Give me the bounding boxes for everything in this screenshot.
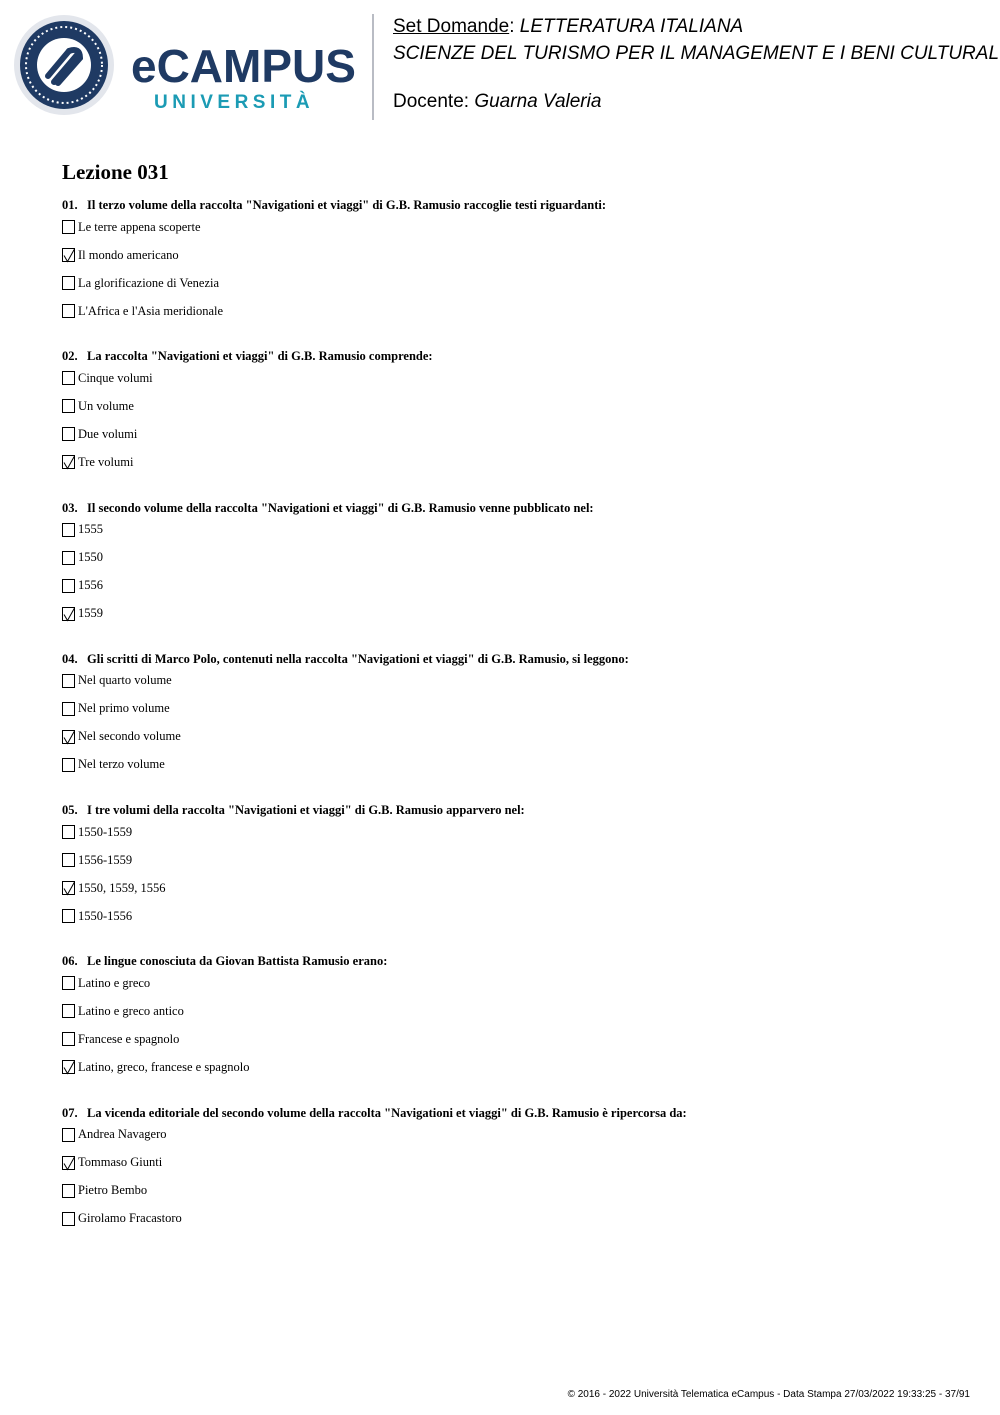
- answer-option-label: Latino, greco, francese e spagnolo: [78, 1059, 250, 1074]
- set-title-line: Set Domande: LETTERATURA ITALIANA: [393, 16, 744, 37]
- question-03: [62, 500, 962, 651]
- answer-option[interactable]: [62, 297, 962, 325]
- checkbox[interactable]: [62, 909, 75, 923]
- question-05: [62, 802, 962, 953]
- answer-option[interactable]: [62, 448, 962, 476]
- answer-option-label: 1550-1556: [78, 908, 133, 923]
- docente-label: Docente:: [393, 91, 470, 112]
- answer-option[interactable]: [62, 1053, 962, 1081]
- logo-seal-inner: [37, 38, 91, 92]
- checkbox-checked[interactable]: [62, 881, 75, 895]
- answer-option-label: Le terre appena scoperte: [78, 219, 201, 234]
- ecampus-logo: [14, 14, 359, 116]
- question-prompt: I tre volumi della raccolta "Navigationi et viaggi" di G.B. Ramusio apparvero nel:: [87, 803, 525, 818]
- checkbox[interactable]: [62, 758, 75, 772]
- answer-option[interactable]: [62, 969, 962, 997]
- answer-option-label: Nel primo volume: [78, 701, 170, 716]
- question-06: [62, 953, 962, 1104]
- question-07: [62, 1105, 962, 1256]
- checkbox[interactable]: [62, 427, 75, 441]
- question-prompt: La vicenda editoriale del secondo volume della raccolta "Navigationi et viaggi" di G.B. Ramusio è ripercorsa da:: [87, 1105, 687, 1120]
- answer-option[interactable]: [62, 902, 962, 930]
- answer-option[interactable]: [62, 600, 962, 628]
- question-02: [62, 348, 962, 499]
- answer-option-label: La glorificazione di Venezia: [78, 275, 220, 290]
- checkbox[interactable]: [62, 976, 75, 990]
- answer-option[interactable]: [62, 392, 962, 420]
- checkbox[interactable]: [62, 579, 75, 593]
- checkbox[interactable]: [62, 551, 75, 565]
- answer-option[interactable]: [62, 213, 962, 241]
- answer-option-label: Nel quarto volume: [78, 673, 172, 688]
- checkbox[interactable]: [62, 220, 75, 234]
- checkbox[interactable]: [62, 523, 75, 537]
- logo-subtitle-text: UNIVERSITÀ: [154, 92, 315, 113]
- answer-option-label: Cinque volumi: [78, 370, 153, 385]
- question-number: 04.: [62, 651, 78, 666]
- checkbox[interactable]: [62, 1212, 75, 1226]
- check-mark-icon: [62, 1060, 76, 1075]
- answer-option-label: Nel secondo volume: [78, 729, 181, 744]
- question-number: 05.: [62, 803, 78, 818]
- answer-option[interactable]: [62, 544, 962, 572]
- answer-option-label: 1556-1559: [78, 852, 133, 867]
- checkbox[interactable]: [62, 674, 75, 688]
- answer-option-label: L'Africa e l'Asia meridionale: [78, 303, 224, 318]
- footer-text: © 2016 - 2022 Università Telematica eCampus - Data Stampa 27/03/2022 19:33:25 - 37/91: [567, 1389, 970, 1400]
- answer-option-label: Tommaso Giunti: [78, 1155, 163, 1170]
- answer-option[interactable]: [62, 1149, 962, 1177]
- docente-line: [393, 92, 601, 111]
- checkbox-checked[interactable]: [62, 248, 75, 262]
- header-divider: [372, 14, 374, 120]
- check-mark-icon: [62, 455, 76, 470]
- answer-option-label: 1550: [78, 550, 103, 565]
- question-prompt: La raccolta "Navigationi et viaggi" di G.B. Ramusio comprende:: [87, 349, 433, 364]
- answer-option-label: 1556: [78, 578, 103, 593]
- answer-option-label: Latino e greco antico: [78, 1003, 184, 1018]
- answer-option[interactable]: [62, 723, 962, 751]
- answer-option[interactable]: [62, 751, 962, 779]
- check-mark-icon: [62, 248, 76, 263]
- answer-option[interactable]: [62, 516, 962, 544]
- question-04: [62, 651, 962, 802]
- answer-option-label: Girolamo Fracastoro: [78, 1211, 182, 1226]
- question-prompt: Il terzo volume della raccolta "Navigationi et viaggi" di G.B. Ramusio raccoglie testi riguardanti:: [87, 198, 607, 212]
- question-prompt: Le lingue conosciuta da Giovan Battista Ramusio erano:: [87, 954, 388, 969]
- checkbox[interactable]: [62, 1184, 75, 1198]
- answer-option-label: 1550-1559: [78, 824, 133, 839]
- check-mark-icon: [62, 1156, 76, 1171]
- answer-option-label: Andrea Navagero: [78, 1127, 167, 1142]
- checkbox-checked[interactable]: [62, 1156, 75, 1170]
- set-label: Set Domande: [393, 16, 510, 37]
- answer-option[interactable]: [62, 997, 962, 1025]
- logo-brand-text: eCAMPUS: [131, 40, 356, 92]
- course-name: SCIENZE DEL TURISMO PER IL MANAGEMENT E I BENI CULTURAL: [393, 43, 1000, 64]
- answer-option[interactable]: [62, 874, 962, 902]
- answer-option-label: Pietro Bembo: [78, 1183, 148, 1198]
- check-mark-icon: [62, 881, 76, 896]
- checkbox[interactable]: [62, 853, 75, 867]
- set-title: LETTERATURA ITALIANA: [519, 16, 744, 37]
- answer-option[interactable]: [62, 241, 962, 269]
- checkbox-checked[interactable]: [62, 730, 75, 744]
- question-prompt: Gli scritti di Marco Polo, contenuti nella raccolta "Navigationi et viaggi" di G.B. Ramusio, si leggono:: [87, 651, 629, 666]
- answer-option-label: 1550, 1559, 1556: [78, 880, 166, 895]
- checkbox[interactable]: [62, 276, 75, 290]
- answer-option[interactable]: [62, 420, 962, 448]
- checkbox-checked[interactable]: [62, 607, 75, 621]
- answer-option-label: Tre volumi: [78, 454, 134, 469]
- answer-option-label: 1559: [78, 606, 103, 621]
- answer-option[interactable]: [62, 1205, 962, 1233]
- question-number: 02.: [62, 349, 78, 364]
- answer-option[interactable]: [62, 1121, 962, 1149]
- answer-option[interactable]: [62, 1025, 962, 1053]
- checkbox-checked[interactable]: [62, 1060, 75, 1074]
- question-number: 06.: [62, 954, 78, 969]
- checkbox[interactable]: [62, 825, 75, 839]
- question-list: [62, 197, 962, 1256]
- answer-option-label: Francese e spagnolo: [78, 1031, 180, 1046]
- checkbox[interactable]: [62, 399, 75, 413]
- lesson-title: Lezione 031: [62, 160, 169, 184]
- checkbox[interactable]: [62, 1004, 75, 1018]
- answer-option[interactable]: [62, 364, 962, 392]
- checkbox-checked[interactable]: [62, 455, 75, 469]
- answer-option[interactable]: [62, 846, 962, 874]
- answer-option[interactable]: [62, 572, 962, 600]
- answer-option-label: Nel terzo volume: [78, 757, 165, 772]
- checkbox[interactable]: [62, 1032, 75, 1046]
- checkbox[interactable]: [62, 702, 75, 716]
- answer-option[interactable]: [62, 667, 962, 695]
- answer-option-label: Il mondo americano: [78, 247, 179, 262]
- question-01: [62, 197, 962, 348]
- answer-option-label: 1555: [78, 522, 103, 537]
- check-mark-icon: [62, 730, 76, 745]
- answer-option[interactable]: [62, 1177, 962, 1205]
- question-number: 01.: [62, 198, 78, 212]
- answer-option-label: Un volume: [78, 398, 134, 413]
- question-prompt: Il secondo volume della raccolta "Navigationi et viaggi" di G.B. Ramusio venne pubblicato nel:: [87, 500, 594, 515]
- checkbox[interactable]: [62, 371, 75, 385]
- question-number: 03.: [62, 500, 78, 515]
- checkbox[interactable]: [62, 304, 75, 318]
- answer-option-label: Latino e greco: [78, 975, 151, 990]
- answer-option[interactable]: [62, 269, 962, 297]
- answer-option[interactable]: [62, 818, 962, 846]
- check-mark-icon: [62, 607, 76, 622]
- answer-option[interactable]: [62, 695, 962, 723]
- question-number: 07.: [62, 1105, 78, 1120]
- docente-name: Guarna Valeria: [474, 91, 602, 112]
- checkbox[interactable]: [62, 1128, 75, 1142]
- answer-option-label: Due volumi: [78, 426, 138, 441]
